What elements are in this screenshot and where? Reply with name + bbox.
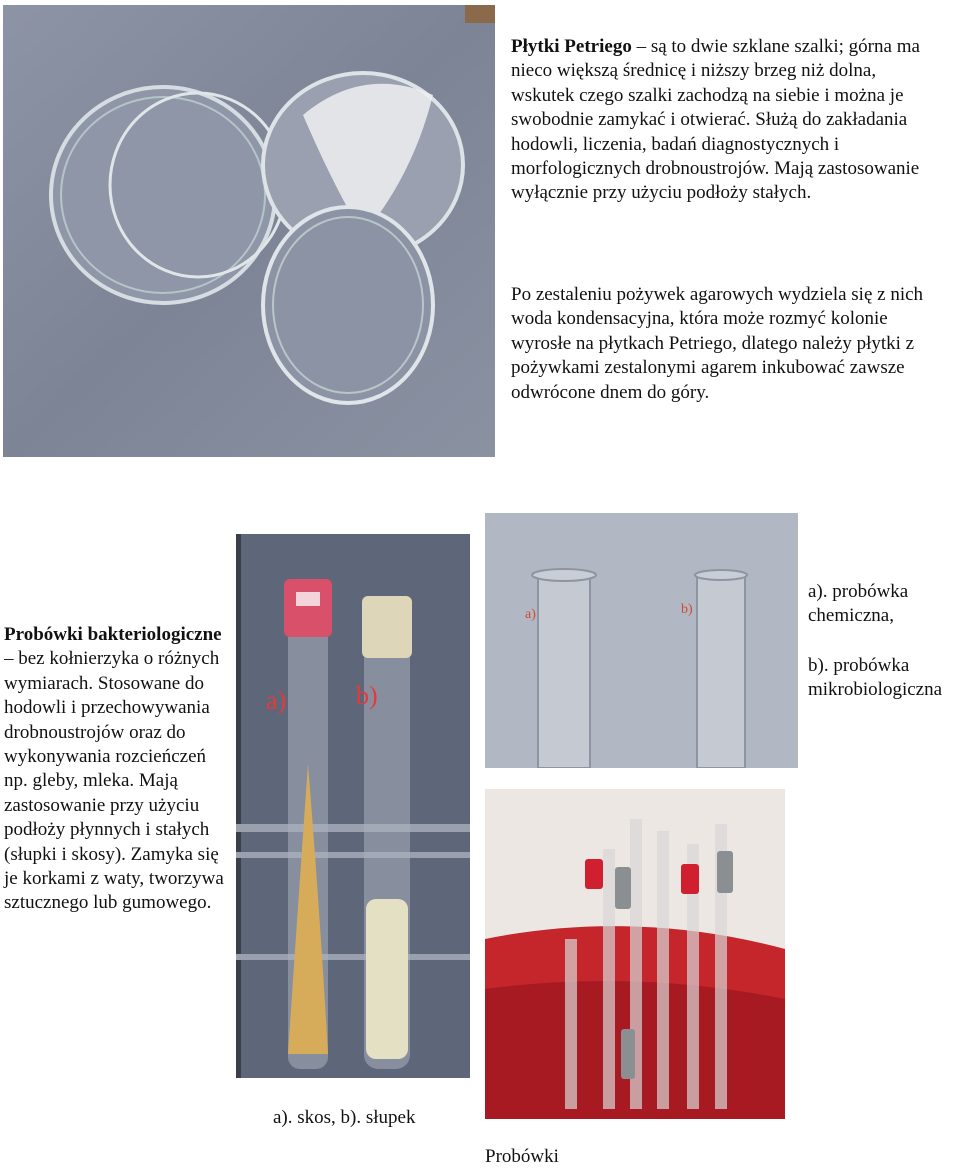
- petri-term: Płytki Petriego: [511, 36, 632, 57]
- tubes-photo-caption: a). skos, b). słupek: [273, 1107, 416, 1128]
- tube-photo-label-a: a): [266, 686, 287, 715]
- comparison-caption-b: b). probówka mikrobiologiczna: [808, 655, 943, 701]
- petri-desc: – są to dwie szklane szalki; górna ma nieco większą średnicę i niższy brzeg niż dolna, wskutek czego szalki zachodzą na siebie i można je swobodnie zamykać i otwierać. Służą do zakładania hodowli, liczenia, badań diagnostycznych i morfologicznych drobnoustrojów. Mają zastosowanie wyłącznie przy użyciu podłoży stałych.: [511, 36, 920, 204]
- comparison-label-b: b): [681, 602, 693, 617]
- comparison-caption-a: a). probówka chemiczna,: [808, 581, 909, 627]
- tube-photo-label-b: b): [356, 681, 378, 710]
- tubes-description: [4, 623, 230, 916]
- comparison-label-a: a): [525, 607, 536, 622]
- test-tube-rack-photo: [485, 789, 785, 1119]
- tubes-desc: – bez kołnierzyka o różnych wymiarach. Stosowane do hodowli i przechowywania drobnoustrojów oraz do wykonywania rozcieńczeń np. gleby, mleka. Mają zastosowanie przy użyciu podłoży płynnych i stałych (słupki i skosy). Zamyka się je korkami z waty, tworzywa sztucznego lub gumowego.: [4, 648, 224, 914]
- petri-note: Po zestaleniu pożywek agarowych wydziela się z nich woda kondensacyjna, która może rozmyć kolonie wyrosłe na płytkach Petriego, dlatego należy płytki z pożywkami zestalonymi agarem inkubować zawsze odwrócone dnem do góry.: [511, 284, 924, 403]
- petri-dish-photo: [3, 5, 495, 457]
- tube-comparison-photo: [485, 513, 798, 768]
- rack-caption: Probówki: [485, 1146, 559, 1167]
- petri-description: [511, 35, 931, 206]
- tubes-stoppers-photo: [236, 534, 470, 1078]
- tubes-term: Probówki bakteriologiczne: [4, 624, 222, 645]
